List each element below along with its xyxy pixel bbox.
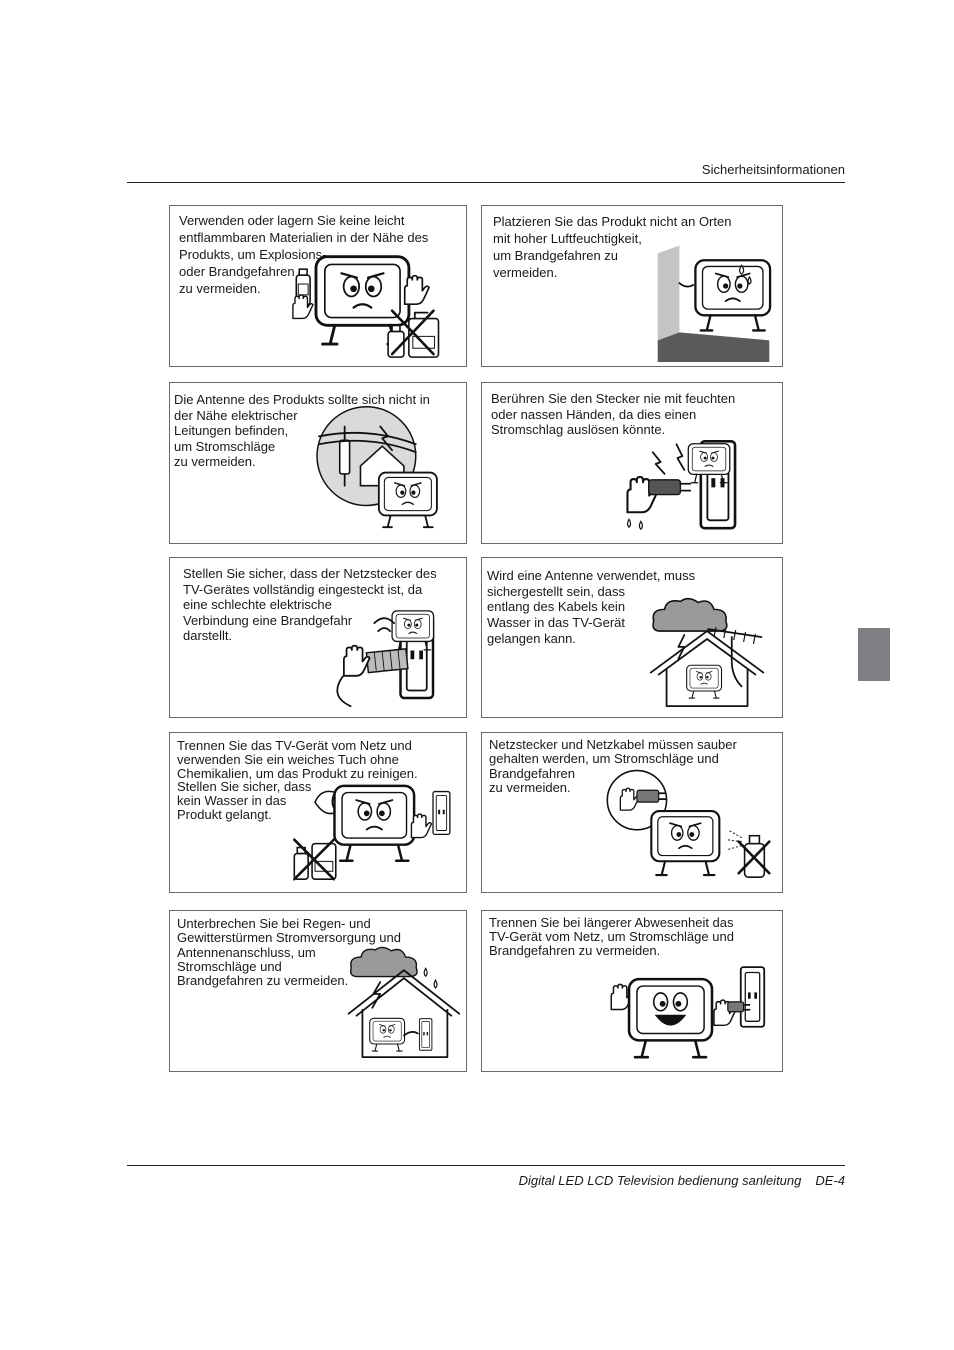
notice-text-line: zu vermeiden. [174, 454, 256, 469]
notice-text-line: Brandgefahren [489, 765, 576, 781]
safety-notice-cleaning [169, 732, 467, 893]
notice-text-line: Chemikalien, um das Produkt zu reinigen. [177, 765, 418, 781]
plug-icon [649, 480, 690, 495]
notice-text-line: um Brandgefahren zu [493, 248, 619, 263]
notice-text-line: zu vermeiden. [179, 281, 261, 296]
notice-text-line: kein Wasser in das [177, 793, 287, 809]
section-title: Sicherheitsinformationen [701, 162, 845, 177]
notice-text-line: TV-Gerätes vollständig eingesteckt ist, da [183, 581, 423, 597]
power-outlet-icon [741, 967, 764, 1027]
power-outlet-icon [419, 1019, 431, 1051]
page-number: DE-4 [815, 1173, 845, 1188]
notice-text-line: Produkts, um Explosions- [179, 247, 327, 262]
safety-notice-clean-plug [481, 732, 783, 893]
notice-text-line: Produkt gelangt. [177, 806, 272, 822]
notice-text-line: sichergestellt sein, dass [487, 583, 626, 599]
notice-text-line: Trennen Sie das TV-Gerät vom Netz und [177, 738, 412, 753]
notice-text-line: TV-Gerät vom Netz, um Stromschläge und [489, 929, 734, 944]
safety-notice-wet-hands [481, 382, 783, 544]
power-outlet-icon [433, 792, 450, 835]
tv-character-icon [370, 1018, 405, 1051]
lightning-icon [653, 444, 685, 474]
notice-text-line: verwenden Sie ein weiches Tuch ohne [177, 751, 399, 767]
notice-text-line: Unterbrechen Sie bei Regen- und [177, 916, 371, 931]
footer-rule [127, 1165, 845, 1166]
safety-notice-thunderstorm [169, 910, 467, 1072]
water-drop-icon [628, 519, 643, 529]
notice-text-line: gehalten werden, um Stromschläge und [489, 751, 719, 767]
tv-character-icon [629, 979, 712, 1057]
notice-text-line: eine schlechte elektrische [183, 597, 332, 612]
safety-notice-antenna-power-lines [169, 382, 467, 544]
notice-text-line: der Nähe elektrischer [174, 407, 298, 423]
notice-text-line: Platzieren Sie das Produkt nicht an Orten [493, 214, 732, 229]
notice-text-line: zu vermeiden. [489, 779, 571, 795]
header-rule [127, 182, 845, 183]
safety-notice-humidity [481, 205, 783, 367]
page-footer [519, 1173, 845, 1188]
notice-text-line: darstellt. [183, 628, 233, 643]
notice-text-line: Trennen Sie bei längerer Abwesenheit das [489, 915, 734, 930]
chapter-tab [858, 628, 890, 681]
notice-text-line: gelangen kann. [487, 630, 576, 646]
notice-text-line: Antennenanschluss, um [177, 944, 316, 960]
safety-notice-absence [481, 910, 783, 1072]
notice-text-line: Stellen Sie sicher, dass der Netzstecker des [183, 566, 437, 581]
notice-text-line: Verwenden oder lagern Sie keine leicht [179, 213, 405, 228]
manual-title: Digital LED LCD Television bedienung sanleitung [518, 1173, 802, 1188]
notice-text-line: vermeiden. [493, 265, 558, 280]
notice-text-line: Die Antenne des Produkts sollte sich nicht in [174, 392, 430, 407]
notice-text-line: Gewitterstürmen Stromversorgung und [177, 930, 401, 946]
water-drop-icon [424, 968, 437, 988]
notice-text-line: Stromschlag auslösen könnte. [491, 422, 666, 437]
notice-text-line: Brandgefahren zu vermeiden. [489, 943, 661, 958]
notice-text-line: Brandgefahren zu vermeiden. [177, 973, 349, 989]
notice-text-line: oder nassen Händen, da dies einen [491, 406, 697, 422]
hand-icon [344, 646, 370, 676]
tv-character-icon [379, 473, 437, 528]
notice-text-line: Leitungen befinden, [174, 423, 289, 438]
notice-text-line: oder Brandgefahren [179, 264, 295, 279]
notice-text-line: mit hoher Luftfeuchtigkeit, [493, 231, 642, 246]
notice-text-line: entlang des Kabels kein [487, 599, 626, 615]
tv-character-icon [687, 665, 722, 698]
safety-notice-flammable [169, 205, 467, 367]
notice-text-line: um Stromschläge [174, 438, 276, 454]
notice-text-line: entflammbaren Materialien in der Nähe des [179, 230, 429, 245]
safety-notice-antenna-cable-water [481, 557, 783, 718]
notice-text-line: Netzstecker und Netzkabel müssen sauber [489, 737, 737, 752]
floor-icon [658, 332, 770, 362]
notice-text-line: Wasser in das TV-Gerät [487, 615, 625, 631]
notice-text-line: Berühren Sie den Stecker nie mit feuchten [491, 391, 736, 406]
notice-text-line: Stellen Sie sicher, dass [177, 779, 312, 795]
plug-icon [366, 649, 407, 673]
notice-text-line: Stromschläge und [177, 958, 282, 974]
notice-text-line: Wird eine Antenne verwendet, muss [487, 568, 696, 583]
tv-character-icon [651, 811, 719, 875]
safety-notice-plug-fully-inserted [169, 557, 467, 718]
notice-text-line: Verbindung eine Brandgefahr [183, 612, 353, 628]
